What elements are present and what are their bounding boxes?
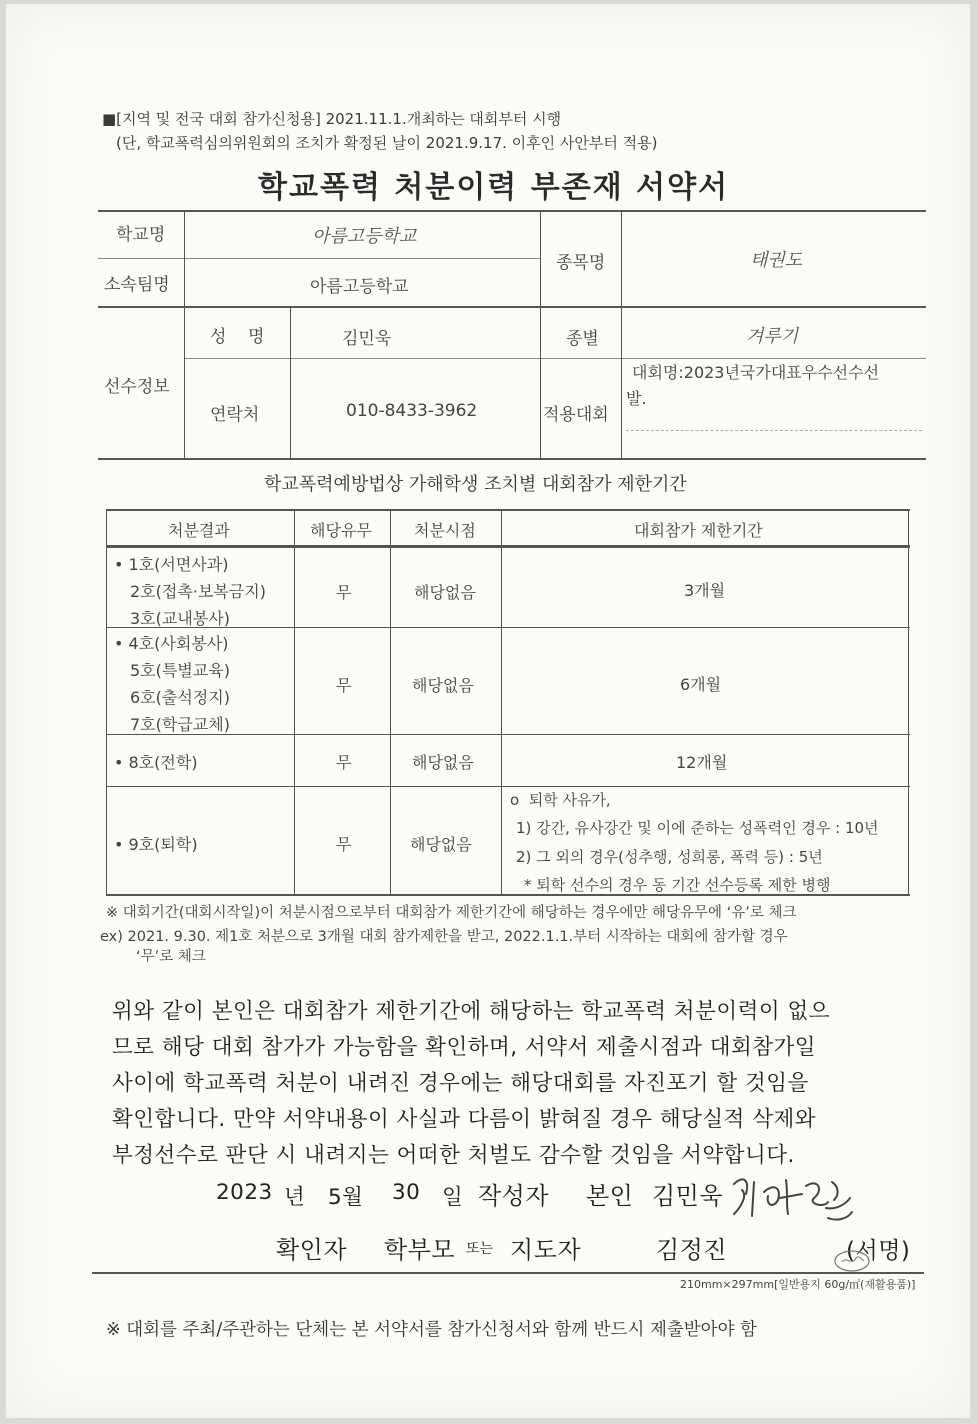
- restriction-heading: 학교폭력예방법상 가해학생 조치별 대회참가 제한기간: [264, 474, 687, 495]
- row-2-item-1: • 4호(사회봉사): [114, 634, 229, 653]
- confirmer-label: 확인자: [276, 1236, 348, 1264]
- pledge-line-3: 사이에 학교폭력 처분이 내려진 경우에는 해당대회를 자진포기 할 것임을: [112, 1071, 809, 1096]
- row-1-item-3: 3호(교내봉사): [130, 609, 230, 628]
- seal-stamp: [832, 1248, 872, 1274]
- date-month: 5월: [328, 1185, 364, 1210]
- team-value: 아름고등학교: [310, 277, 409, 297]
- team-label: 소속팀명: [104, 275, 170, 295]
- confirmer-name: 김정진: [656, 1236, 728, 1264]
- row-3-timing: 해당없음: [412, 753, 474, 772]
- row-1-applicable: 무: [336, 583, 352, 602]
- player-info-label: 선수정보: [104, 377, 170, 397]
- date-year-unit: 년: [284, 1185, 306, 1210]
- row-1-timing: 해당없음: [414, 583, 476, 602]
- row-2-applicable: 무: [336, 676, 352, 695]
- row-4-period-line-1: o 퇴학 사유가,: [510, 791, 611, 809]
- row-2-item-4: 7호(학급교체): [130, 715, 230, 734]
- name-label: 성 명: [210, 327, 265, 347]
- writer-label: 작성자: [478, 1182, 550, 1210]
- row-3-item-1: • 8호(전학): [114, 753, 198, 772]
- header-line-1: ■[지역 및 전국 대회 참가신청용] 2021.11.1.개최하는 대회부터 시행: [102, 110, 562, 128]
- row-4-period-line-4: * 퇴학 선수의 경우 동 기간 선수등록 제한 병행: [524, 876, 831, 894]
- header-line-2: (단, 학교폭력심의위원회의 조치가 확정된 날이 2021.9.17. 이후인 사안부터 적용): [116, 134, 658, 152]
- sign-label: (서명): [846, 1238, 911, 1264]
- column-header-timing: 처분시점: [414, 521, 476, 540]
- note-3: ‘무’로 체크: [136, 949, 206, 965]
- column-header-applicable: 해당유무: [310, 521, 372, 540]
- document-title: 학교폭력 처분이력 부존재 서약서: [258, 170, 730, 205]
- row-2-item-2: 5호(특별교육): [130, 661, 230, 680]
- coach-label: 지도자: [510, 1236, 582, 1264]
- row-2-item-3: 6호(출석정지): [130, 688, 230, 707]
- contact-label: 연락처: [210, 405, 260, 425]
- contact-value: 010-8433-3962: [346, 401, 478, 421]
- sport-value: 태권도: [750, 250, 803, 271]
- pledge-line-5: 부정선수로 판단 시 내려지는 어떠한 처벌도 감수할 것임을 서약합니다.: [112, 1143, 795, 1168]
- writer-signature: [728, 1164, 858, 1234]
- date-day-unit: 일: [442, 1185, 464, 1210]
- event-value-line-2: 발.: [626, 389, 647, 408]
- row-1-item-2: 2호(접촉·보복금지): [130, 582, 266, 601]
- event-label: 적용대회: [543, 405, 609, 425]
- parent-label: 학부모: [384, 1236, 456, 1264]
- self-label: 본인: [586, 1182, 634, 1210]
- name-value: 김민욱: [342, 329, 392, 349]
- school-value: 아름고등학교: [312, 226, 417, 247]
- note-1: ※ 대회기간(대회시작일)이 처분시점으로부터 대회참가 제한기간에 해당하는 경우에만 해당유무에 ‘유’로 체크: [106, 905, 797, 921]
- row-1-item-1: • 1호(서면사과): [114, 555, 229, 574]
- pledge-line-1: 위와 같이 본인은 대회참가 제한기간에 해당하는 학교폭력 처분이력이 없으: [112, 999, 831, 1024]
- note-2: ex) 2021. 9.30. 제1호 처분으로 3개월 대회 참가제한을 받고, 2022.1.1.부터 시작하는 대회에 참가할 경우: [100, 929, 788, 945]
- row-4-period-line-2: 1) 강간, 유사강간 및 이에 준하는 성폭력인 경우 : 10년: [516, 819, 879, 837]
- school-label: 학교명: [116, 225, 166, 245]
- sport-label: 종목명: [556, 253, 606, 273]
- date-year: 2023: [216, 1180, 273, 1205]
- writer-name: 김민욱: [652, 1182, 724, 1210]
- pledge-line-4: 확인합니다. 만약 서약내용이 사실과 다름이 밝혀질 경우 해당실적 삭제와: [112, 1107, 817, 1132]
- row-3-period: 12개월: [676, 753, 728, 772]
- category-value: 겨루기: [746, 326, 799, 347]
- row-4-timing: 해당없음: [410, 835, 472, 854]
- row-2-period: 6개월: [680, 675, 722, 694]
- column-header-period: 대회참가 제한기간: [634, 521, 763, 540]
- or-label: 또는: [466, 1241, 494, 1257]
- column-header-result: 처분결과: [168, 521, 230, 540]
- row-4-item-1: • 9호(퇴학): [114, 835, 198, 854]
- row-2-timing: 해당없음: [412, 676, 474, 695]
- document-page: [6, 4, 970, 1418]
- row-4-period-line-3: 2) 그 외의 경우(성추행, 성희롱, 폭력 등) : 5년: [516, 848, 823, 866]
- footer-note: ※ 대회를 주최/주관하는 단체는 본 서약서를 참가신청서와 함께 반드시 제출받아야 함: [106, 1320, 757, 1340]
- row-4-applicable: 무: [336, 835, 352, 854]
- event-value-line-1: 대회명:2023년국가대표우수선수선: [632, 363, 880, 382]
- category-label: 종별: [566, 329, 599, 349]
- date-day: 30: [392, 1180, 421, 1205]
- row-3-applicable: 무: [336, 753, 352, 772]
- paper-spec: 210mm×297mm[일반용지 60g/㎡(재활용품)]: [680, 1278, 916, 1291]
- pledge-line-2: 므로 해당 대회 참가가 가능함을 확인하며, 서약서 제출시점과 대회참가일: [112, 1035, 817, 1060]
- row-1-period: 3개월: [684, 581, 726, 600]
